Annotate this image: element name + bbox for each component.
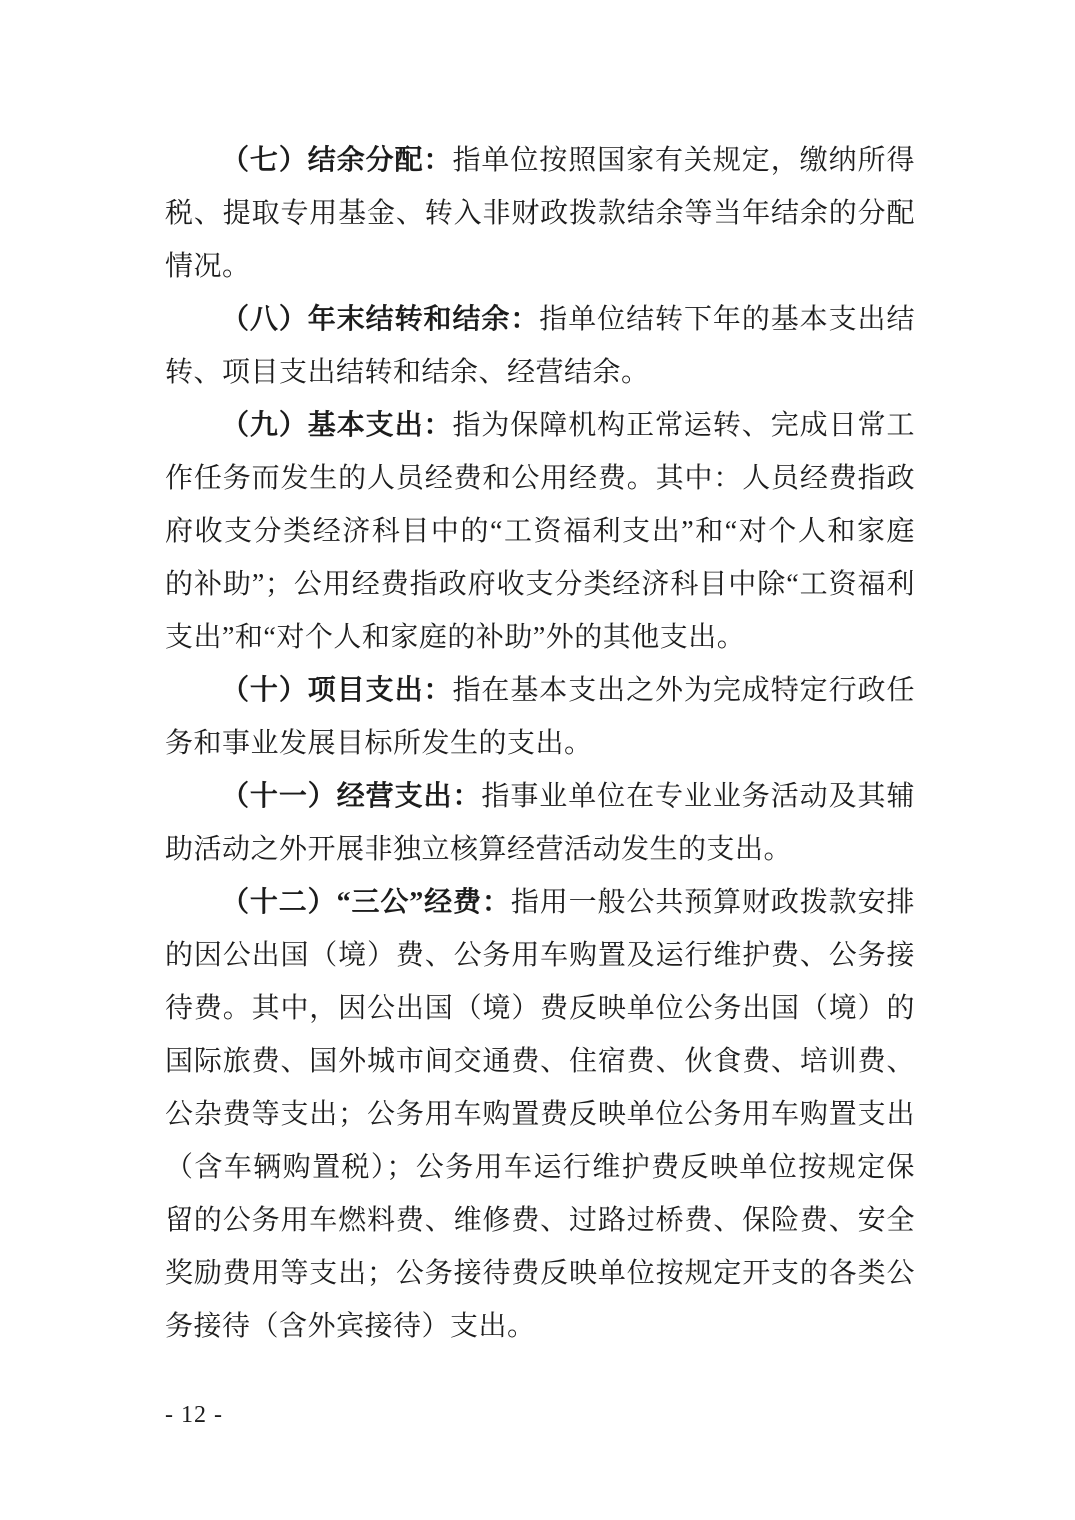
term-heading: （十二）“三公”经费： — [221, 887, 511, 918]
paragraph-yearend-carryover — [165, 293, 915, 399]
paragraph-operating-expenditure — [165, 770, 915, 876]
term-definition: 指事业单位在专业业务活动及其辅助活动之外开展非独立核算经营活动发生的支出。 — [165, 781, 915, 865]
term-heading: （十）项目支出： — [221, 675, 453, 706]
document-body — [165, 134, 915, 1353]
term-heading: （十一）经营支出： — [221, 781, 482, 812]
term-heading: （七）结余分配： — [221, 145, 453, 176]
paragraph-three-public-funds — [165, 876, 915, 1353]
term-definition: 指单位结转下年的基本支出结转、项目支出结转和结余、经营结余。 — [165, 304, 915, 388]
paragraph-surplus-distribution — [165, 134, 915, 293]
term-definition: 指在基本支出之外为完成特定行政任务和事业发展目标所发生的支出。 — [165, 675, 915, 759]
term-definition: 指用一般公共预算财政拨款安排的因公出国（境）费、公务用车购置及运行维护费、公务接待费。其中，因公出国（境）费反映单位公务出国（境）的国际旅费、国外城市间交通费、住宿费、伙食费、培训费、公杂费等支出；公务用车购置费反映单位公务用车购置支出（含车辆购置税）；公务用车运行维护费反映单位按规定保留的公务用车燃料费、维修费、过路过桥费、保险费、安全奖励费用等支出；公务接待费反映单位按规定开支的各类公务接待（含外宾接待）支出。 — [165, 887, 915, 1342]
paragraph-basic-expenditure — [165, 399, 915, 664]
term-heading: （九）基本支出： — [221, 410, 453, 441]
term-definition: 指为保障机构正常运转、完成日常工作任务而发生的人员经费和公用经费。其中：人员经费指政府收支分类经济科目中的“工资福利支出”和“对个人和家庭的补助”；公用经费指政府收支分类经济科目中除“工资福利支出”和“对个人和家庭的补助”外的其他支出。 — [165, 410, 915, 653]
page-number: - 12 - — [165, 1402, 223, 1428]
term-definition: 指单位按照国家有关规定，缴纳所得税、提取专用基金、转入非财政拨款结余等当年结余的分配情况。 — [165, 145, 915, 282]
term-heading: （八）年末结转和结余： — [221, 304, 540, 335]
paragraph-project-expenditure — [165, 664, 915, 770]
